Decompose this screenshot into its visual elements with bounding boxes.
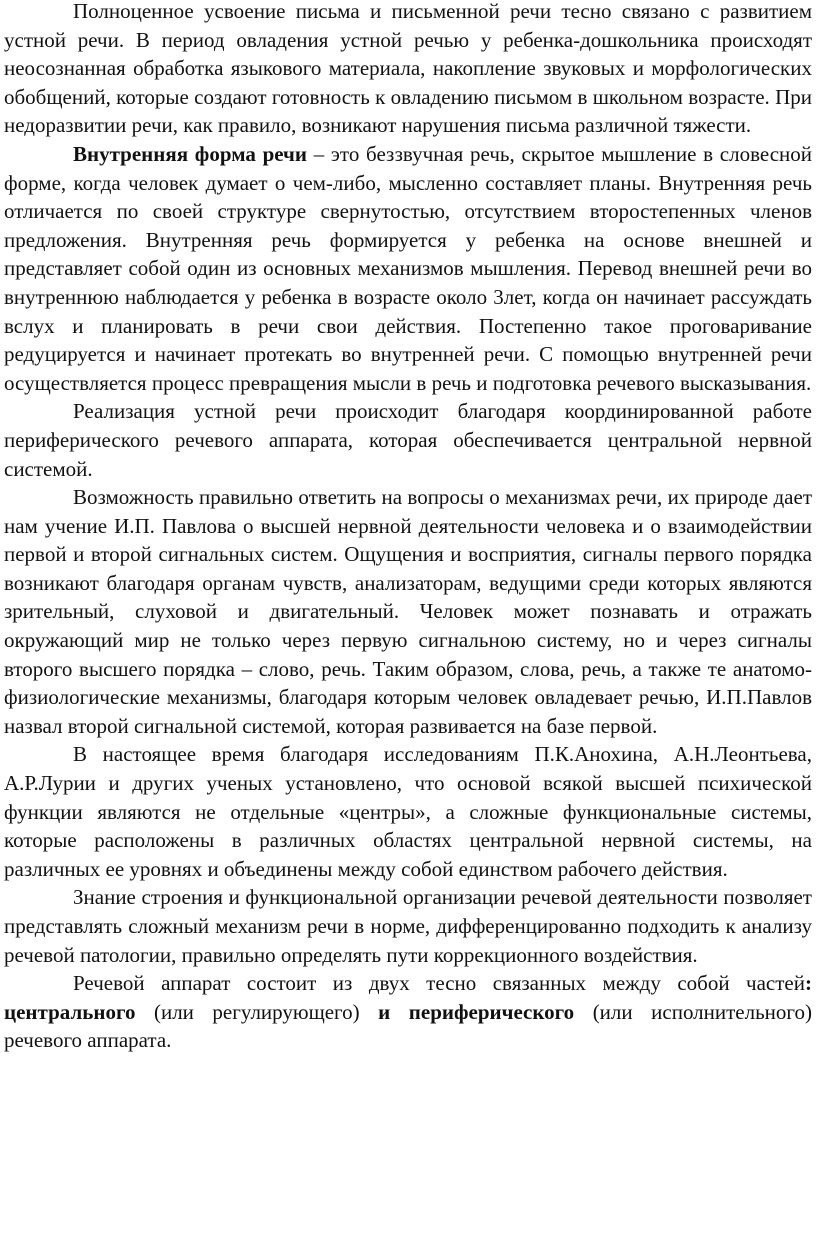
paragraph-oral-speech-realization (4, 397, 812, 483)
term-central: центрального (4, 999, 136, 1024)
term-peripheral: периферического (408, 999, 575, 1024)
paragraph-speech-organization (4, 883, 812, 969)
paragraph-text: Речевой аппарат состоит из двух тесно связанных между собой частей (73, 971, 805, 996)
paragraph-speech-apparatus (4, 969, 812, 1055)
paragraph-text: (или исполнительного) речевого аппарата. (4, 999, 813, 1053)
paragraph-text: Реализация устной речи происходит благодаря координированной работе периферического речевого аппарата, которая обеспечивается центральной нервной системой. (4, 399, 812, 481)
paragraph-inner-speech (4, 140, 812, 397)
paragraph-text: Знание строения и функциональной организации речевой деятельности позволяет представлять сложный механизм речи в норме, дифференцированно подходить к анализу речевой патологии, правильно определять пути коррекционного воздействия. (4, 885, 812, 967)
paragraph-text: (или регулирующего) (135, 999, 379, 1024)
paragraph-pavlov-theory (4, 483, 812, 740)
paragraph-functional-systems (4, 740, 812, 883)
conjunction-and: и (378, 999, 391, 1024)
paragraph-text: В настоящее время благодаря исследованиям П.К.Анохина, А.Н.Леонтьева, А.Р.Лурии и других ученых установлено, что основой всякой высшей психической функции являются не отдельные «центры», а сложные функциональные системы, которые расположены в различных областях центральной нервной системы, на различных ее уровнях и объединены между собой единством рабочего действия. (4, 742, 812, 881)
colon-bold: : (805, 971, 812, 996)
term-inner-speech: Внутренняя форма речи (73, 141, 307, 166)
paragraph-text: – это беззвучная речь, скрытое мышление в словесной форме, когда человек думает о чем-либо, мысленно составляет планы. Внутренняя речь отличается по своей структуре свернутостью, отсутствием второстепенных членов предложения. Внутренняя речь формируется у ребенка на основе внешней и представляет собой один из основных механизмов мышления. Перевод внешней речи во внутреннюю наблюдается у ребенка в возрасте около 3лет, когда он начинает рассуждать вслух и планировать в речи свои действия. Постепенно такое проговаривание редуцируется и начинает протекать во внутренней речи. С помощью внутренней речи осуществляется процесс превращения мысли в речь и подготовка речевого высказывания. (4, 141, 812, 395)
paragraph-text: Полноценное усвоение письма и письменной речи тесно связано с развитием устной речи. В период овладения устной речью у ребенка-дошкольника происходят неосознанная обработка языкового материала, накопление звуковых и морфологических обобщений, которые создают готовность к овладению письмом в школьном возрасте. При недоразвитии речи, как правило, возникают нарушения письма различной тяжести. (4, 0, 812, 138)
paragraph-written-speech (4, 0, 812, 140)
paragraph-text: Возможность правильно ответить на вопросы о механизмах речи, их природе дает нам учение И.П. Павлова о высшей нервной деятельности человека и о взаимодействии первой и второй сигнальных систем. Ощущения и восприятия, сигналы первого порядка возникают благодаря органам чувств, анализаторам, ведущими среди которых являются зрительный, слуховой и двигательный. Человек может познавать и отражать окружающий мир не только через первую сигнальною систему, но и через сигналы второго высшего порядка – слово, речь. Таким образом, слова, речь, а также те анатомо-физиологические механизмы, благодаря которым человек овладевает речью, И.П.Павлов назвал второй сигнальной системой, которая развивается на базе первой. (4, 485, 812, 738)
